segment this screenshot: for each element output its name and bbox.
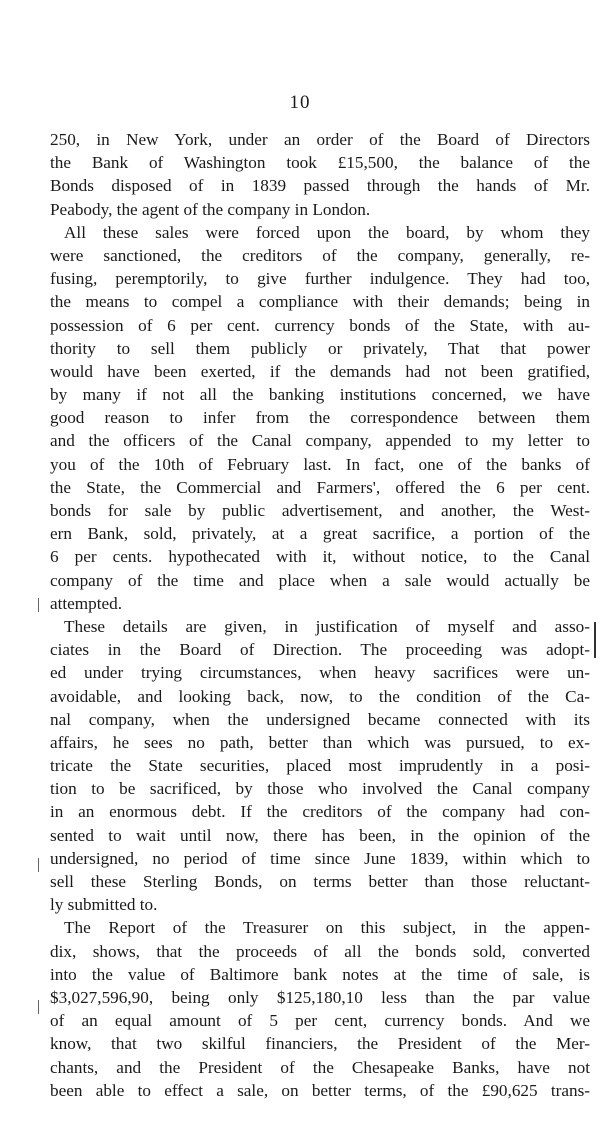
text-line: ed under trying circumstances, when heavy sacrifices were un- <box>50 663 590 683</box>
text-line: sell these Sterling Bonds, on terms better than those reluctant- <box>50 872 590 891</box>
text-line: affairs, he sees no path, better than which was pursued, to ex- <box>50 732 590 752</box>
text-line: bonds for sale by public advertisement, and another, the West- <box>50 501 590 520</box>
text-line: Peabody, the agent of the company in London. <box>50 199 371 219</box>
text-line: These details are given, in justification of myself and asso- <box>64 616 590 636</box>
text-line: chants, and the President of the Chesapeake Banks, have not <box>50 1057 590 1077</box>
text-line: company of the time and place when a sale would actually be <box>50 570 590 590</box>
text-line: tricate the State securities, placed most imprudently in a posi- <box>50 756 590 776</box>
text-line: tion to be sacrificed, by those who involved the Canal company <box>50 779 590 799</box>
text-line: fusing, peremptorily, to give further indulgence. They had too, <box>50 269 590 289</box>
text-line: ciates in the Board of Direction. The proceeding was adopt- <box>50 640 590 660</box>
text-line: by many if not all the banking institutions concerned, we have <box>50 385 590 405</box>
text-line: possession of 6 per cent. currency bonds of the State, with au- <box>50 315 590 335</box>
text-line: the means to compel a compliance with their demands; being in <box>50 292 590 312</box>
text-line: in an enormous debt. If the creditors of the company had con- <box>50 802 590 822</box>
text-line: know, that two skilful financiers, the President of the Mer- <box>50 1034 590 1054</box>
margin-mark <box>38 1000 43 1014</box>
margin-mark <box>594 622 599 658</box>
text-line: dix, shows, that the proceeds of all the bonds sold, converted <box>50 941 590 961</box>
text-line: into the value of Baltimore bank notes at the time of sale, is <box>50 964 590 984</box>
body-text <box>50 128 590 1102</box>
text-line: attempted. <box>50 593 123 613</box>
text-line: The Report of the Treasurer on this subject, in the appen- <box>64 918 590 938</box>
text-line: $3,027,596,90, being only $125,180,10 less than the par value <box>50 987 590 1007</box>
text-line: would have been exerted, if the demands had not been gratified, <box>50 361 590 381</box>
text-line: Bonds disposed of in 1839 passed through the hands of Mr. <box>50 176 590 196</box>
text-line: All these sales were forced upon the board, by whom they <box>64 222 590 242</box>
text-line: the Bank of Washington took £15,500, the balance of the <box>50 153 590 173</box>
text-line: 250, in New York, under an order of the Board of Directors <box>50 130 590 149</box>
text-line: 6 per cents. hypothecated with it, without notice, to the Canal <box>50 547 590 567</box>
text-line: you of the 10th of February last. In fact, one of the banks of <box>50 454 590 474</box>
text-line: were sanctioned, the creditors of the company, generally, re- <box>50 245 590 265</box>
margin-mark <box>38 598 43 612</box>
text-line: thority to sell them publicly or privately, That that power <box>50 338 590 358</box>
text-line: ly submitted to. <box>50 895 158 915</box>
text-line: ern Bank, sold, privately, at a great sacrifice, a portion of the <box>50 524 590 544</box>
text-line: good reason to infer from the correspondence between them <box>50 408 590 428</box>
text-line: the State, the Commercial and Farmers', offered the 6 per cent. <box>50 477 590 497</box>
text-line: and the officers of the Canal company, appended to my letter to <box>50 431 590 451</box>
text-line: avoidable, and looking back, now, to the condition of the Ca- <box>50 686 590 706</box>
text-line: been able to effect a sale, on better terms, of the £90,625 trans- <box>50 1080 590 1100</box>
page-number: 10 <box>289 92 311 113</box>
margin-mark <box>38 858 43 872</box>
text-line: undersigned, no period of time since June 1839, within which to <box>50 848 590 868</box>
text-line: nal company, when the undersigned became connected with its <box>50 709 590 729</box>
text-line: of an equal amount of 5 per cent, currency bonds. And we <box>50 1011 590 1031</box>
text-line: sented to wait until now, there has been, in the opinion of the <box>50 825 590 845</box>
